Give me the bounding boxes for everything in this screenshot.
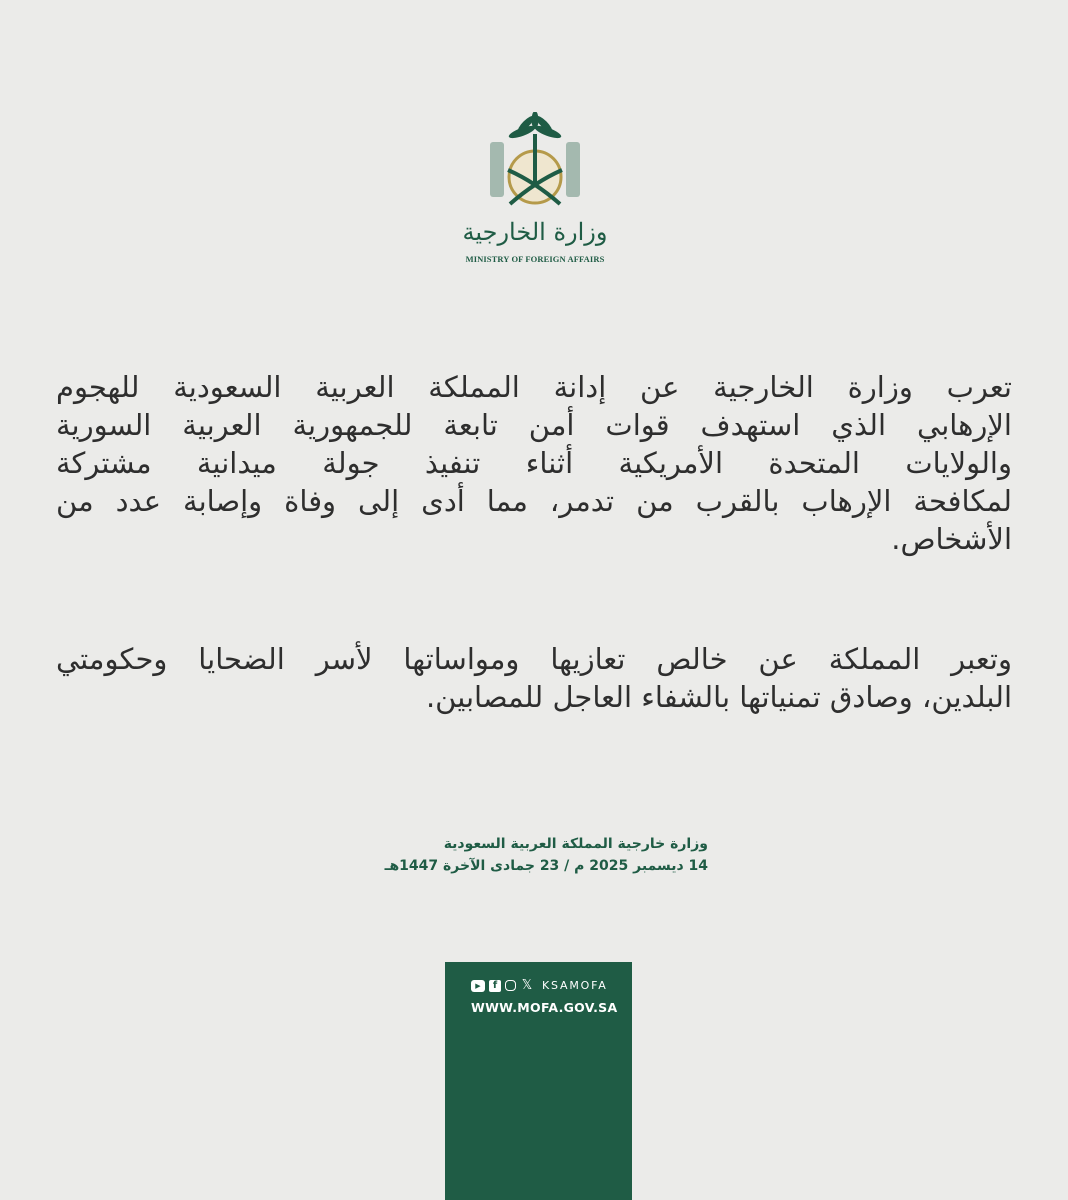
statement-line: الإرهابي الذي استهدف قوات أمن تابعة للجمهورية العربية السورية — [56, 408, 1012, 442]
statement-line: وتعبر المملكة عن خالص تعازيها ومواساتها لأسر الضحايا وحكومتي — [56, 642, 1012, 676]
facebook-icon[interactable]: f — [489, 980, 501, 992]
ministry-emblem — [450, 112, 620, 267]
instagram-icon[interactable] — [505, 980, 516, 991]
logo-arabic-text: وزارة الخارجية — [462, 218, 608, 246]
website-link[interactable]: WWW.MOFA.GOV.SA — [471, 1000, 618, 1015]
statement-line: البلدين، وصادق تمنياتها بالشفاء العاجل للمصابين. — [425, 680, 1012, 714]
footer-contact-box — [445, 962, 632, 1200]
statement-line: الأشخاص. — [891, 522, 1012, 556]
statement-line: لمكافحة الإرهاب بالقرب من تدمر، مما أدى إلى وفاة وإصابة عدد من — [56, 484, 1012, 518]
youtube-icon[interactable]: ▶ — [471, 980, 485, 992]
statement-line: والولايات المتحدة الأمريكية أثناء تنفيذ جولة ميدانية مشتركة — [56, 446, 1012, 480]
social-handle: KSAMOFA — [542, 979, 608, 992]
statement-paragraph-2 — [56, 640, 1012, 716]
logo-english-text: MINISTRY OF FOREIGN AFFAIRS — [465, 254, 605, 264]
x-icon[interactable]: 𝕏 — [521, 978, 533, 993]
signature-issuer: وزارة خارجية المملكة العربية السعودية — [443, 836, 708, 852]
statement-line: تعرب وزارة الخارجية عن إدانة المملكة العربية السعودية للهجوم — [56, 370, 1012, 404]
statement-paragraph-1 — [56, 368, 1012, 558]
social-links — [471, 979, 608, 992]
signature-date: 14 ديسمبر 2025 م / 23 جمادى الآخرة 1447هـ — [384, 858, 708, 874]
signature — [300, 833, 708, 877]
